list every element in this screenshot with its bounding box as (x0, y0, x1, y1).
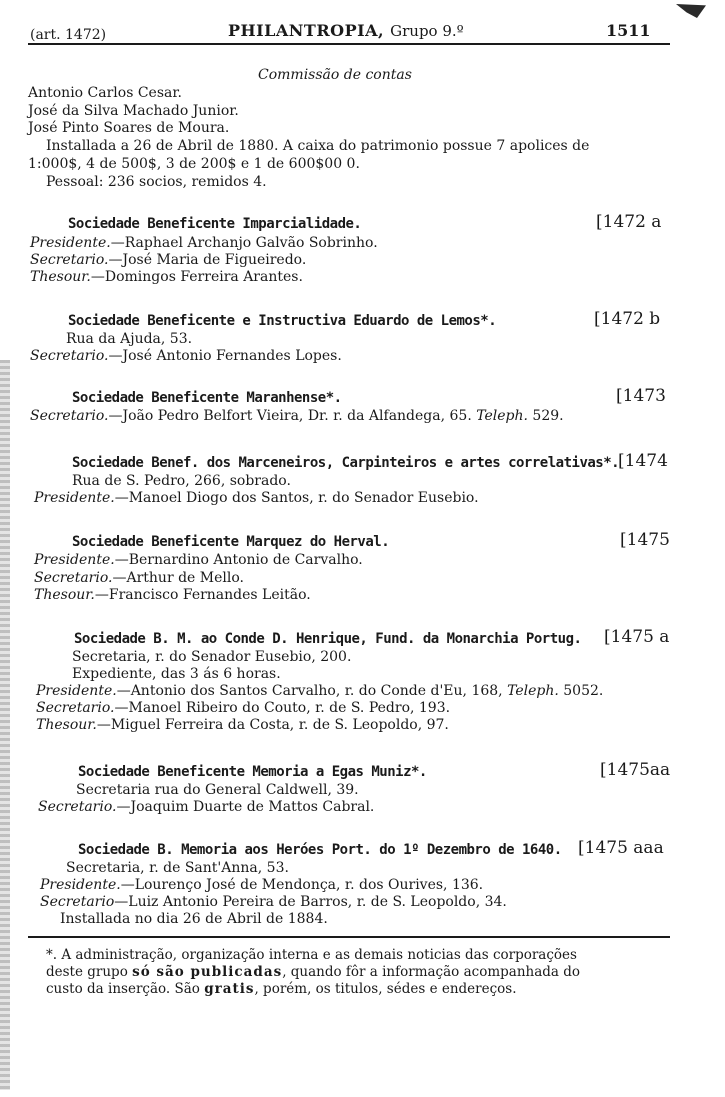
society-name: Sociedade Beneficente Imparcialidade. (68, 216, 362, 232)
header-group: Grupo 9.º (390, 22, 464, 40)
entry-line: Secretario.—Arthur de Mello. (34, 570, 244, 586)
entry-line: Secretario.—José Maria de Figueiredo. (30, 252, 307, 268)
entry-ref: [1472 a (596, 212, 662, 232)
society-name: Sociedade Benef. dos Marceneiros, Carpinteiros e artes correlativas*. (72, 455, 620, 471)
entry-line: Secretario.—Joaquim Duarte de Mattos Cabral. (38, 799, 375, 815)
entry-line: Thesour.—Miguel Ferreira da Costa, r. de S. Leopoldo, 97. (36, 717, 449, 733)
entry-line: Secretaria rua do General Caldwell, 39. (76, 782, 359, 798)
entry-line: Presidente.—Manoel Diogo dos Santos, r. do Senador Eusebio. (34, 490, 479, 506)
section-title: Commissão de contas (258, 67, 412, 83)
entry-ref: [1475 (620, 530, 670, 550)
info-line: 1:000$, 4 de 500$, 3 de 200$ e 1 de 600$00 0. (28, 156, 360, 172)
header-title: PHILANTROPIA, Grupo 9.º (228, 21, 464, 40)
header-article-range: (art. 1472) (30, 27, 107, 43)
page-corner-mark (676, 4, 706, 18)
entry-line: Thesour.—Francisco Fernandes Leitão. (34, 587, 311, 603)
society-name: Sociedade B. M. ao Conde D. Henrique, Fund. da Monarchia Portug. (74, 631, 582, 647)
page-number: 1511 (606, 21, 651, 40)
footnote-line: deste grupo só são publicadas, quando fôr a informação acompanhada do (46, 964, 581, 980)
entry-line: Presidente.—Raphael Archanjo Galvão Sobrinho. (30, 235, 378, 251)
entry-ref: [1474 (618, 451, 668, 471)
header-rule (28, 43, 670, 45)
info-line: Installada a 26 de Abril de 1880. A caixa do patrimonio possue 7 apolices de (46, 138, 590, 154)
footnote-line: *. A administração, organização interna e as demais noticias das corporações (46, 947, 577, 963)
entry-line: Presidente.—Antonio dos Santos Carvalho, r. do Conde d'Eu, 168, Teleph. 5052. (36, 683, 604, 699)
entry-line: Rua de S. Pedro, 266, sobrado. (72, 473, 291, 489)
entry-line: Secretario.—Manoel Ribeiro do Couto, r. de S. Pedro, 193. (36, 700, 451, 716)
entry-line: Thesour.—Domingos Ferreira Arantes. (30, 269, 303, 285)
entry-line: Secretaria, r. de Sant'Anna, 53. (66, 860, 289, 876)
entry-line: Presidente.—Lourenço José de Mendonça, r. dos Ourives, 136. (40, 877, 484, 893)
society-name: Sociedade Beneficente Marquez do Herval. (72, 534, 390, 550)
entry-line: Installada no dia 26 de Abril de 1884. (60, 911, 328, 927)
footnote-line: custo da inserção. São gratis, porém, os titulos, sédes e endereços. (46, 981, 517, 997)
entry-ref: [1475 aaa (578, 838, 664, 858)
entry-line: Secretario.—João Pedro Belfort Vieira, Dr. r. da Alfandega, 65. Teleph. 529. (30, 408, 564, 424)
entry-line: Secretario—Luiz Antonio Pereira de Barros, r. de S. Leopoldo, 34. (40, 894, 507, 910)
entry-ref: [1473 (616, 386, 666, 406)
entry-line: Expediente, das 3 ás 6 horas. (72, 666, 281, 682)
entry-line: Rua da Ajuda, 53. (66, 331, 193, 347)
member-line: José Pinto Soares de Moura. (28, 120, 230, 136)
society-name: Sociedade Beneficente Memoria a Egas Muniz*. (78, 764, 427, 780)
info-line: Pessoal: 236 socios, remidos 4. (46, 174, 267, 190)
entry-line: Secretario.—José Antonio Fernandes Lopes. (30, 348, 342, 364)
scanned-page-edge (0, 360, 10, 1090)
entry-ref: [1475aa (600, 760, 671, 780)
member-line: José da Silva Machado Junior. (28, 103, 239, 119)
society-name: Sociedade Beneficente e Instructiva Eduardo de Lemos*. (68, 313, 497, 329)
society-name: Sociedade Beneficente Maranhense*. (72, 390, 342, 406)
entry-ref: [1472 b (594, 309, 661, 329)
entry-line: Secretaria, r. do Senador Eusebio, 200. (72, 649, 352, 665)
entry-ref: [1475 a (604, 627, 670, 647)
society-name: Sociedade B. Memoria aos Heróes Port. do 1º Dezembro de 1640. (78, 842, 562, 858)
entry-line: Presidente.—Bernardino Antonio de Carvalho. (34, 552, 363, 568)
member-line: Antonio Carlos Cesar. (28, 85, 182, 101)
footnote-rule (28, 936, 670, 938)
